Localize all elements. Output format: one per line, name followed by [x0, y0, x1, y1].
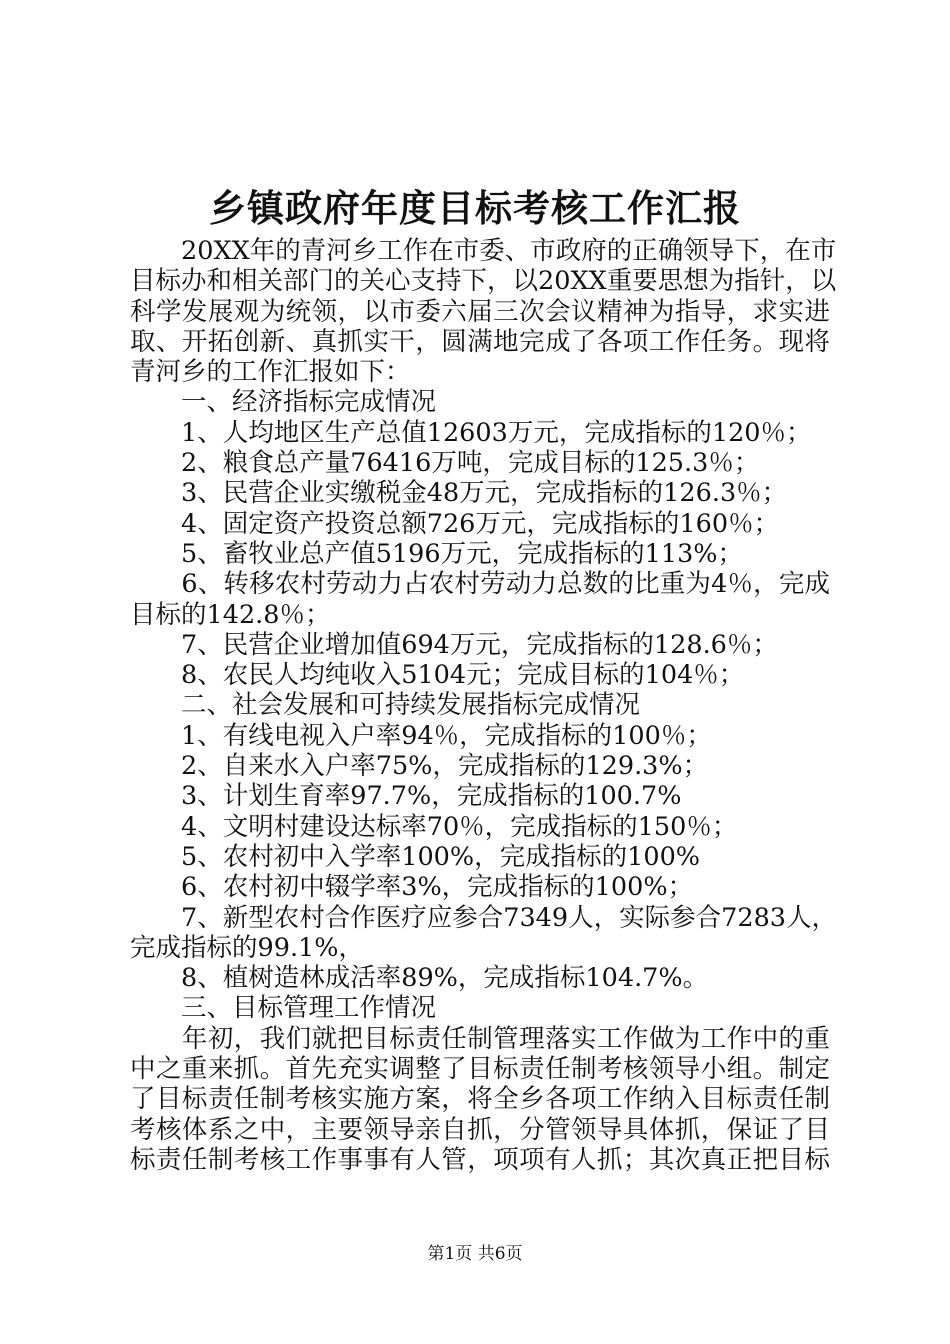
text-line: 一、经济指标完成情况 — [130, 387, 437, 418]
text-line: 2、自来水入户率75%，完成指标的129.3%； — [130, 751, 709, 782]
text-line: 青河乡的工作汇报如下： — [130, 357, 411, 388]
text-line: 3、计划生育率97.7%，完成指标的100.7% — [130, 781, 682, 812]
text-line: 了目标责任制考核实施方案，将全乡各项工作纳入目标责任制 — [130, 1084, 830, 1115]
text-line: 20XX年的青河乡工作在市委、市政府的正确领导下，在市 — [130, 236, 837, 266]
text-line: 6、转移农村劳动力占农村劳动力总数的比重为4％，完成 — [130, 569, 830, 600]
document-title: 乡镇政府年度目标考核工作汇报 — [209, 186, 741, 230]
text-line: 完成指标的99.1%， — [130, 932, 365, 963]
text-line: 2、粮食总产量76416万吨，完成目标的125.3％； — [130, 448, 760, 479]
text-line: 科学发展观为统领，以市委六届三次会议精神为指导，求实进 — [130, 296, 830, 327]
text-line: 5、畜牧业总产值5196万元，完成指标的113%； — [130, 538, 744, 569]
text-line: 年初，我们就把目标责任制管理落实工作做为工作中的重 — [130, 1023, 830, 1054]
text-line: 考核体系之中，主要领导亲自抓，分管领导具体抓，保证了目 — [130, 1114, 830, 1145]
text-line: 1、有线电视入户率94％，完成指标的100％； — [130, 720, 712, 751]
text-line: 取、开拓创新、真抓实干，圆满地完成了各项工作任务。现将 — [130, 326, 830, 357]
text-line: 5、农村初中入学率100%，完成指标的100% — [130, 841, 701, 872]
text-line: 6、农村初中辍学率3%，完成指标的100%； — [130, 872, 694, 903]
text-line: 8、农民人均纯收入5104元；完成目标的104％； — [130, 660, 745, 691]
text-line: 二、社会发展和可持续发展指标完成情况 — [130, 690, 641, 721]
text-line: 7、民营企业增加值694万元，完成指标的128.6％； — [130, 629, 778, 660]
text-line: 标责任制考核工作事事有人管，项项有人抓；其次真正把目标 — [130, 1144, 830, 1175]
text-line: 三、目标管理工作情况 — [130, 993, 437, 1024]
text-line: 1、人均地区生产总值12603万元，完成指标的120％； — [130, 417, 812, 448]
document-body — [130, 236, 838, 1175]
text-line: 4、文明村建设达标率70％，完成指标的150％； — [130, 811, 738, 842]
text-line: 目标办和相关部门的关心支持下，以20XX重要思想为指针，以 — [130, 266, 837, 297]
text-line: 3、民营企业实缴税金48万元，完成指标的126.3％； — [130, 478, 788, 509]
text-line: 8、植树造林成活率89%，完成指标104.7%。 — [130, 963, 709, 994]
text-line: 4、固定资产投资总额726万元，完成指标的160％； — [130, 508, 780, 539]
text-line: 7、新型农村合作医疗应参合7349人，实际参合7283人， — [130, 902, 838, 933]
text-line: 中之重来抓。首先充实调整了目标责任制考核领导小组。制定 — [130, 1054, 830, 1085]
text-line: 目标的142.8％； — [130, 599, 331, 630]
page-footer: 第1页 共6页 — [427, 1244, 523, 1264]
